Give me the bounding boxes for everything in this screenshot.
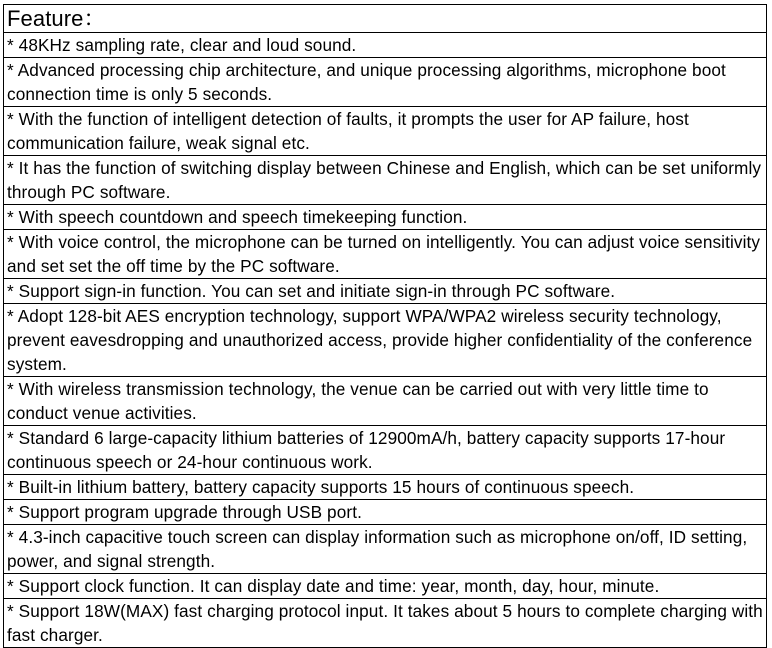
feature-row: * With voice control, the microphone can be turned on intelligently. You can adjust voice sensitivity and set set the off time by the PC software. bbox=[4, 229, 766, 278]
feature-row: * Support sign-in function. You can set and initiate sign-in through PC software. bbox=[4, 278, 766, 303]
feature-row: * 4.3-inch capacitive touch screen can display information such as microphone on/off, ID setting, power, and signal strength. bbox=[4, 524, 766, 573]
feature-row: * Adopt 128-bit AES encryption technology, support WPA/WPA2 wireless security technology, prevent eavesdropping and unauthorized access, provide higher confidentiality of the conference system. bbox=[4, 303, 766, 376]
feature-row: * Support program upgrade through USB port. bbox=[4, 499, 766, 524]
feature-table bbox=[3, 4, 767, 648]
feature-row: * Support clock function. It can display date and time: year, month, day, hour, minute. bbox=[4, 573, 766, 598]
feature-row: * With the function of intelligent detection of faults, it prompts the user for AP failure, host communication failure, weak signal etc. bbox=[4, 106, 766, 155]
feature-row: * Built-in lithium battery, battery capacity supports 15 hours of continuous speech. bbox=[4, 474, 766, 499]
table-title: Feature： bbox=[7, 6, 106, 31]
feature-row: * With wireless transmission technology, the venue can be carried out with very little time to conduct venue activities. bbox=[4, 376, 766, 425]
feature-row: * 48KHz sampling rate, clear and loud sound. bbox=[4, 32, 766, 57]
feature-row: * With speech countdown and speech timekeeping function. bbox=[4, 204, 766, 229]
feature-row: * It has the function of switching display between Chinese and English, which can be set uniformly through PC software. bbox=[4, 155, 766, 204]
feature-row: * Standard 6 large-capacity lithium batteries of 12900mA/h, battery capacity supports 17-hour continuous speech or 24-hour continuous work. bbox=[4, 425, 766, 474]
feature-row: * Support 18W(MAX) fast charging protocol input. It takes about 5 hours to complete charging with fast charger. bbox=[4, 598, 766, 647]
feature-row: * Advanced processing chip architecture, and unique processing algorithms, microphone boot connection time is only 5 seconds. bbox=[4, 57, 766, 106]
